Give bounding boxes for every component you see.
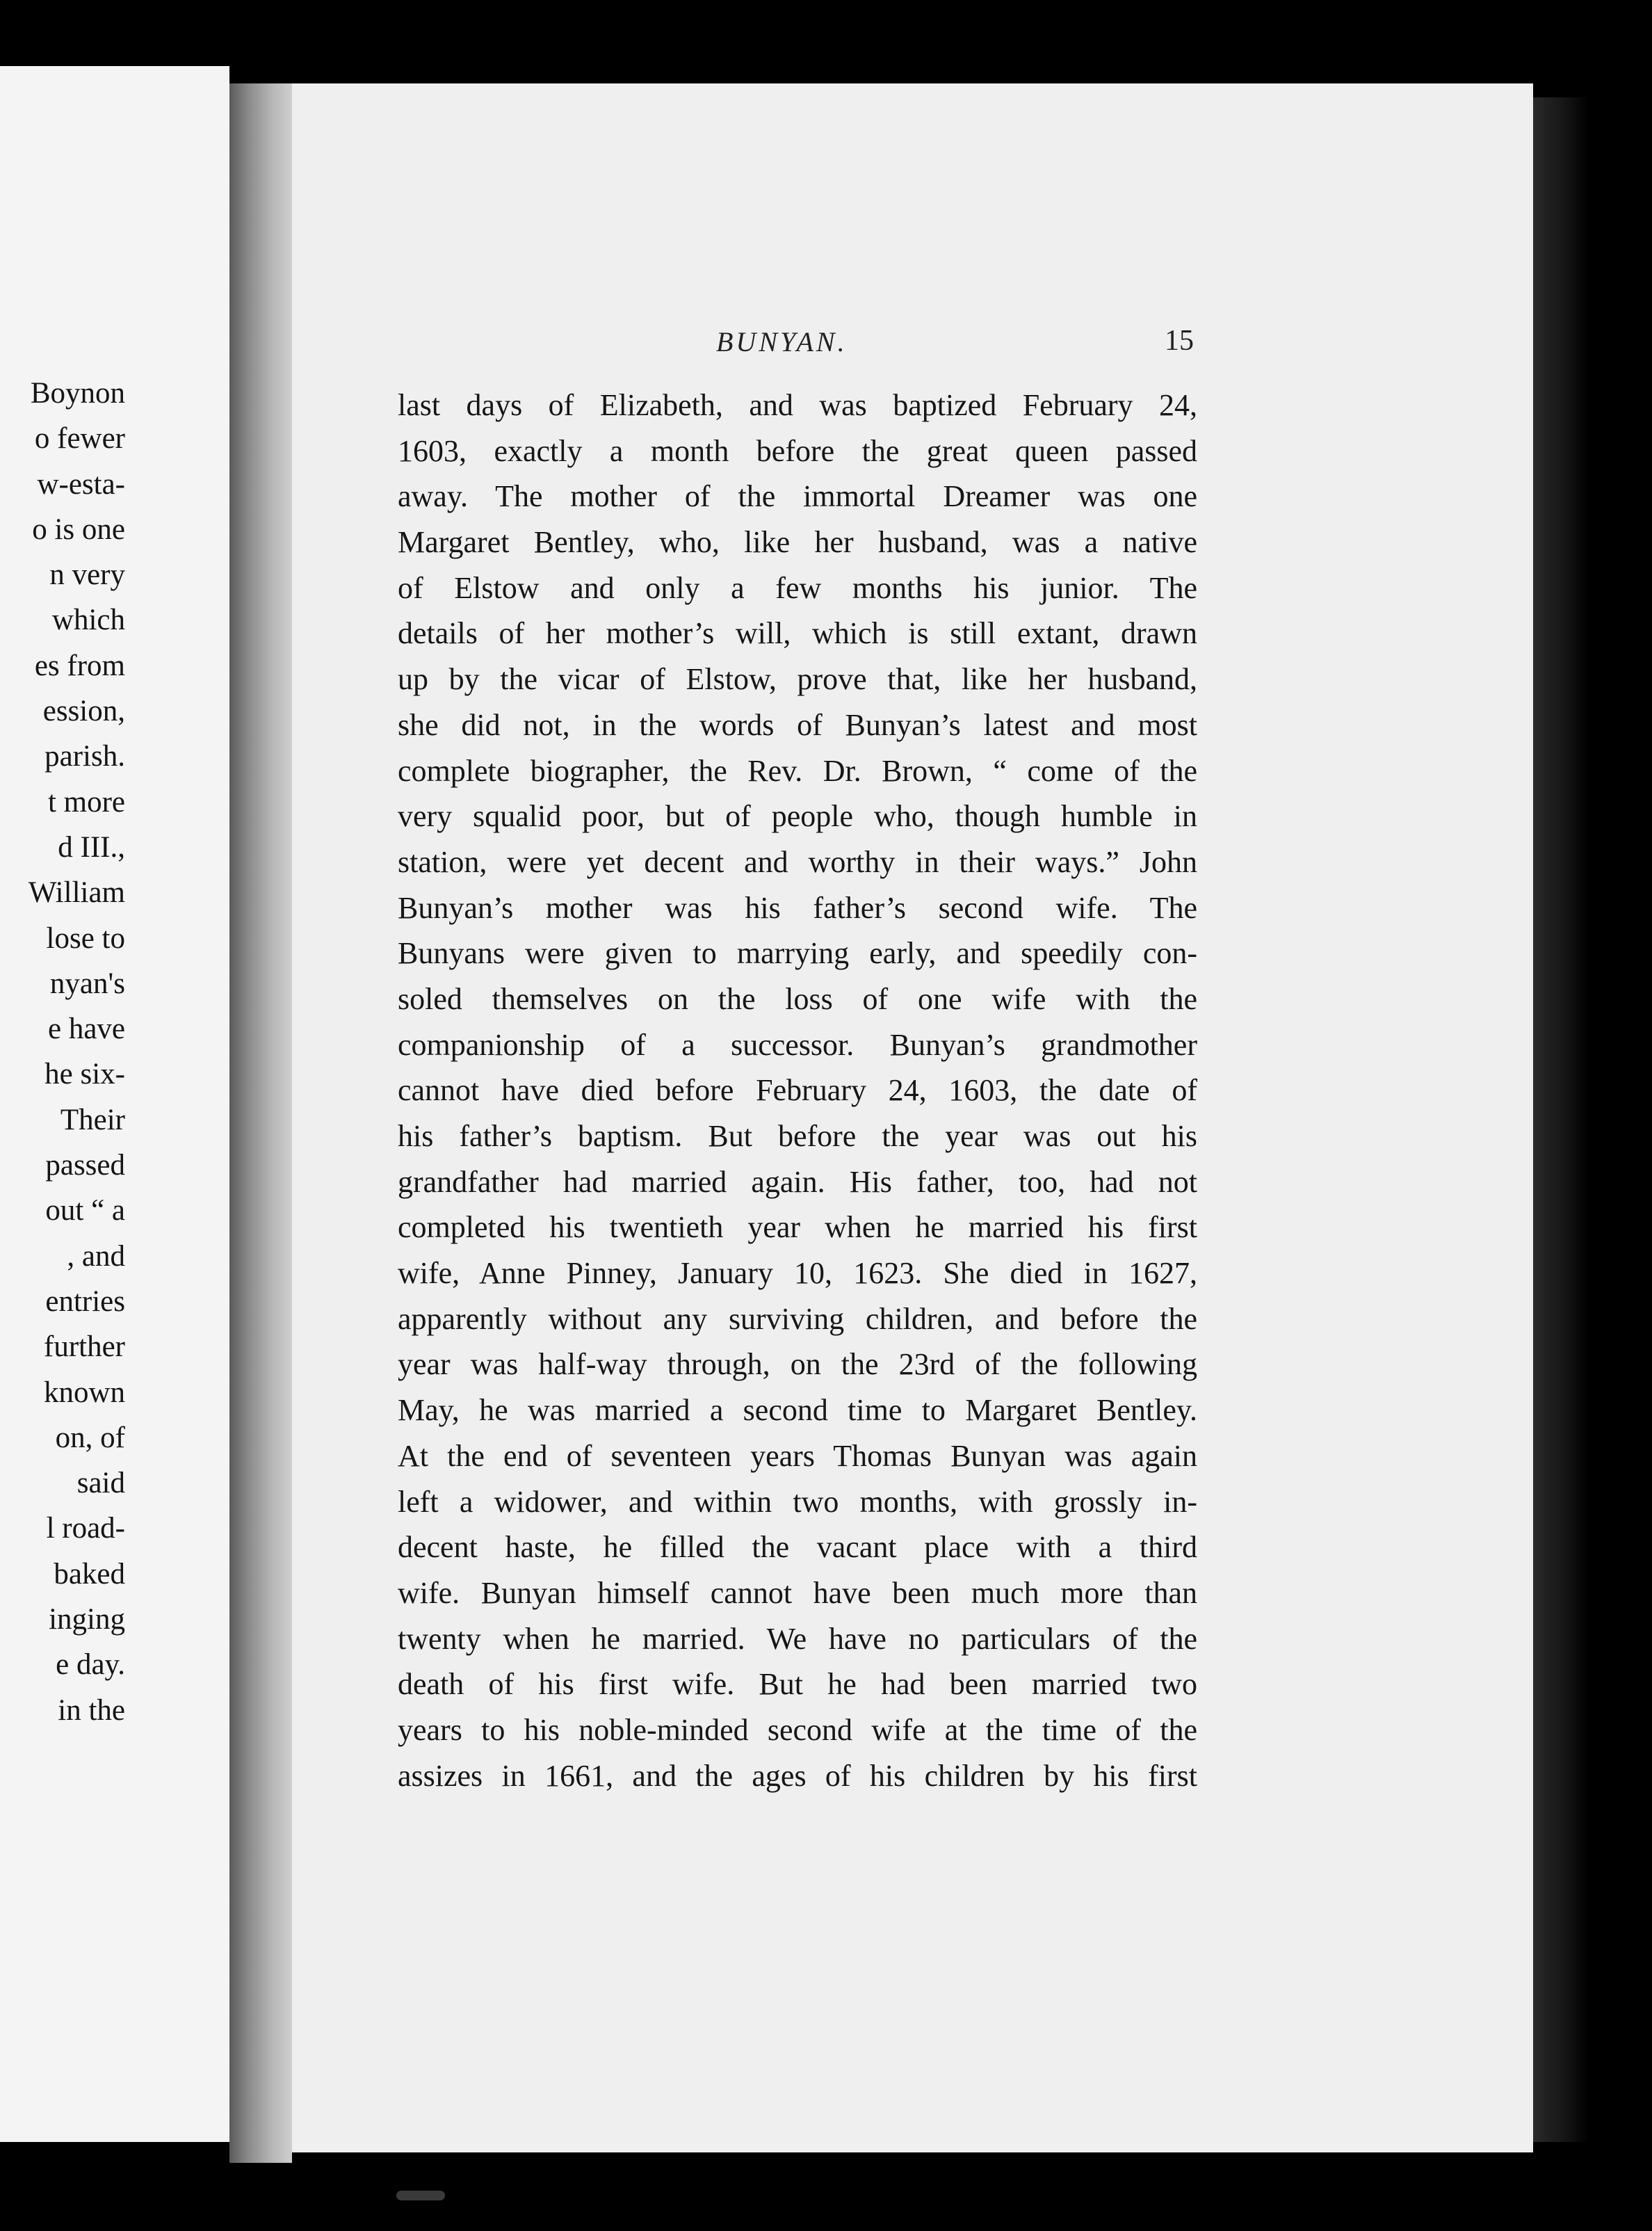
left-page-text (29, 371, 125, 1733)
left-text-line: in the (58, 1693, 125, 1727)
text-line: his father’s baptism. But before the year was out his (398, 1119, 1197, 1153)
text-line: left a widower, and within two months, with grossly in- (398, 1484, 1197, 1519)
text-line: of Elstow and only a few months his junior. The (398, 570, 1197, 605)
text-line: May, he was married a second time to Margaret Bentley. (398, 1393, 1197, 1428)
scan-smudge (396, 2191, 445, 2200)
left-text-line: parish. (44, 740, 125, 773)
text-line: last days of Elizabeth, and was baptized February 24, (398, 388, 1197, 422)
left-text-line: es from (34, 649, 125, 682)
left-text-line: on, of (55, 1421, 125, 1454)
text-line: companionship of a successor. Bunyan’s grandmother (398, 1027, 1197, 1062)
left-text-line: , and (67, 1239, 125, 1273)
text-line: complete biographer, the Rev. Dr. Brown, “ come of the (398, 753, 1197, 788)
text-line: 1603, exactly a month before the great queen passed (398, 433, 1197, 468)
text-line: death of his first wife. But he had been married two (398, 1667, 1197, 1702)
left-text-line: Their (60, 1103, 125, 1136)
text-line: Margaret Bentley, who, like her husband, was a native (398, 525, 1197, 560)
left-text-line: baked (54, 1557, 125, 1590)
left-text-line: Boynon (30, 377, 125, 410)
text-line: At the end of seventeen years Thomas Bunyan was again (398, 1438, 1197, 1473)
text-line: Bunyans were given to marrying early, and speedily con- (398, 936, 1197, 971)
text-line: up by the vicar of Elstow, prove that, like her husband, (398, 662, 1197, 697)
running-head: BUNYAN. (716, 326, 848, 357)
text-line: completed his twentieth year when he married his first (398, 1210, 1197, 1245)
left-text-line: t more (47, 785, 125, 819)
text-line: cannot have died before February 24, 1603, the date of (398, 1073, 1197, 1108)
text-line: years to his noble-minded second wife at the time of the (398, 1712, 1197, 1747)
text-line: soled themselves on the loss of one wife with the (398, 981, 1197, 1016)
left-text-line: nyan's (49, 967, 125, 1000)
left-text-line: out “ a (45, 1194, 125, 1227)
text-line: she did not, in the words of Bunyan’s latest and most (398, 707, 1197, 742)
left-text-line: known (43, 1376, 125, 1409)
left-text-line: passed (45, 1149, 125, 1182)
left-text-line: n very (49, 558, 125, 592)
left-text-line: w-esta- (37, 467, 125, 501)
text-line: wife. Bunyan himself cannot have been much more than (398, 1575, 1197, 1610)
left-text-line: said (76, 1467, 125, 1500)
left-text-line: ession, (42, 695, 125, 728)
left-text-line: o is one (32, 513, 125, 546)
binding-gutter (229, 83, 292, 2163)
text-line: very squalid poor, but of people who, though humble in (398, 799, 1197, 834)
left-text-line: lose to (46, 921, 125, 955)
text-line: grandfather had married again. His father, too, had not (398, 1164, 1197, 1199)
left-text-line: he six- (44, 1058, 125, 1091)
page-number: 15 (1165, 325, 1194, 357)
left-text-line: l road- (46, 1512, 125, 1545)
text-line: Bunyan’s mother was his father’s second wife. The (398, 890, 1197, 925)
text-line: apparently without any surviving children, and before the (398, 1301, 1197, 1336)
body-text (398, 382, 1197, 1798)
left-text-line: d III., (58, 830, 125, 864)
text-line: twenty when he married. We have no particulars of the (398, 1621, 1197, 1656)
text-line: wife, Anne Pinney, January 10, 1623. She died in 1627, (398, 1256, 1197, 1291)
left-text-line: further (44, 1330, 125, 1364)
left-text-line: e day. (56, 1648, 125, 1682)
left-text-line: e have (47, 1013, 125, 1046)
left-text-line: o fewer (34, 422, 125, 456)
left-text-line: William (28, 876, 125, 910)
left-text-line: inging (49, 1603, 125, 1636)
left-page (0, 66, 229, 2142)
text-line: year was half-way through, on the 23rd of the following (398, 1347, 1197, 1382)
text-line: assizes in 1661, and the ages of his children by his first (398, 1758, 1197, 1793)
text-line: station, were yet decent and worthy in their ways.” John (398, 844, 1197, 879)
left-text-line: which (51, 604, 125, 637)
left-text-line: entries (45, 1284, 125, 1318)
text-line: decent haste, he filled the vacant place with a third (398, 1530, 1197, 1565)
text-line: away. The mother of the immortal Dreamer was one (398, 479, 1197, 514)
text-line: details of her mother’s will, which is still extant, drawn (398, 616, 1197, 651)
book-edge (1533, 97, 1589, 2142)
